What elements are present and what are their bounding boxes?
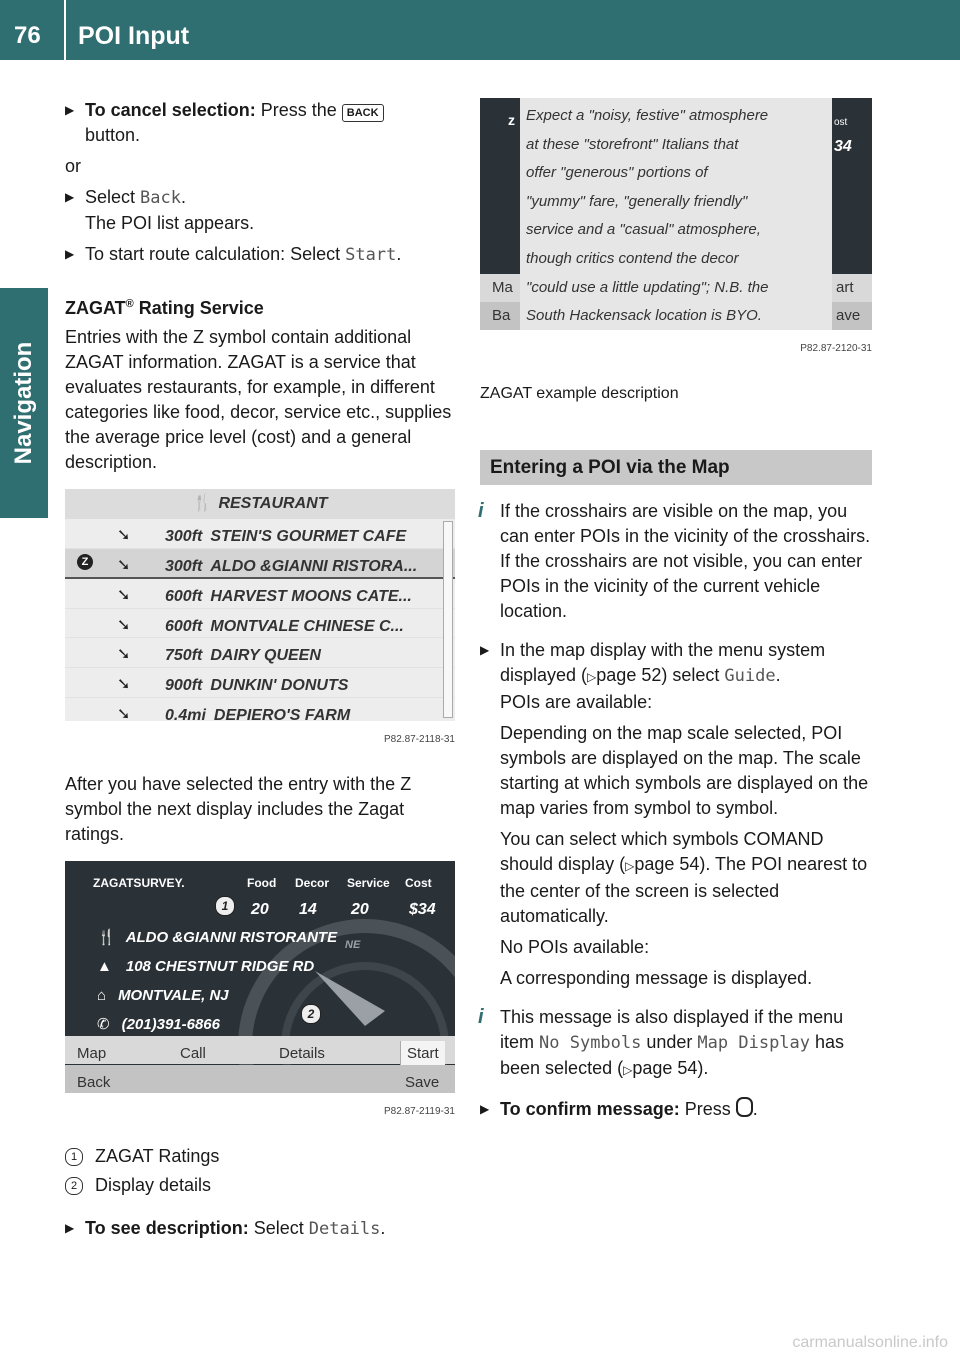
route-text: To start route calculation: Select — [85, 244, 346, 264]
or-text: or — [65, 156, 82, 176]
zagat-description-screenshot — [480, 98, 872, 330]
city-icon: ⌂ — [97, 987, 107, 1004]
menu-button-back[interactable]: Back — [77, 1074, 111, 1091]
no-pois: No POIs available: — [500, 937, 650, 957]
list-item-label — [165, 584, 412, 609]
zagat-heading-sup: ® — [125, 298, 134, 310]
step-route — [65, 242, 455, 268]
city-row — [97, 983, 229, 1008]
details-mono: Details — [308, 1219, 381, 1239]
frag-z: z — [508, 112, 515, 128]
message-text: A corresponding message is displayed. — [500, 968, 813, 988]
distance: 300ft — [165, 557, 203, 575]
frag-cost: ost — [834, 117, 848, 128]
description-line: service and a "casual" atmosphere, — [526, 221, 761, 239]
restaurant-name: STEIN'S GOURMET CAFE — [210, 528, 407, 545]
menu-button-save[interactable]: Save — [405, 1074, 440, 1091]
poi-list-appears: The POI list appears. — [85, 213, 255, 233]
zagat-ratings-screenshot — [65, 861, 455, 1093]
image-code-2: P82.87-2119-31 — [384, 1106, 455, 1117]
restaurant-name: HARVEST MOONS CATE... — [210, 588, 412, 606]
info-2-d: page 54). — [632, 1058, 709, 1078]
step-description — [65, 1216, 455, 1242]
compass-label: NE — [345, 939, 361, 951]
info-1-text: If the crosshairs are visible on the map, you can enter POIs in the vicinity of the crosshairs. If the crosshairs are not visible, you can enter POIs in the vicinity of the current vehicle location. — [500, 501, 871, 621]
phone: (201)391-6866 — [121, 1016, 220, 1033]
list-item[interactable] — [65, 698, 455, 721]
restaurant-name: DUNKIN' DONUTS — [210, 676, 349, 694]
image-code-3: P82.87-2120-31 — [800, 343, 872, 354]
direction-arrow-icon: ➘ — [117, 616, 131, 634]
legend-text: Display details — [95, 1175, 212, 1195]
frag-save: ave — [832, 302, 872, 330]
select-back-text: Select — [85, 187, 141, 207]
info-note-2 — [480, 1005, 872, 1083]
direction-arrow-icon: ➘ — [117, 527, 131, 544]
restaurant-list-screenshot — [65, 489, 455, 721]
section-heading: Entering a POI via the Map — [480, 450, 872, 485]
restaurant-name-row — [97, 925, 337, 950]
step-cancel-text: Press the — [255, 100, 342, 120]
step-desc-text: Select — [248, 1218, 309, 1238]
list-item[interactable] — [65, 638, 455, 668]
legend-number: 1 — [65, 1148, 83, 1166]
step-select-back — [65, 185, 455, 236]
select-symbols-b: page 54). The POI nearest to the center of the screen is selected automatically. — [500, 854, 868, 926]
button-row-1 — [65, 1036, 455, 1064]
list-scrollbar[interactable] — [443, 521, 453, 718]
step-map-a: In the map display with the menu system displayed ( — [500, 640, 826, 685]
list-title — [65, 489, 455, 519]
step-map-display — [480, 638, 872, 991]
image-code-1: P82.87-2118-31 — [384, 734, 455, 745]
restaurant-name: ALDO &GIANNI RISTORA... — [210, 557, 418, 575]
step-cancel-end: button. — [85, 125, 141, 145]
distance: 300ft — [165, 528, 203, 545]
right-fragments — [832, 98, 872, 330]
section-tab — [0, 288, 48, 518]
controller-knob-icon — [736, 1097, 753, 1117]
confirm-text: Press — [679, 1099, 736, 1119]
description-line: "could use a little updating"; N.B. the — [526, 278, 769, 296]
info-icon: i — [478, 500, 484, 522]
phone-icon: ✆ — [97, 1016, 110, 1033]
sidebar — [0, 60, 48, 1362]
rating-value: 20 — [351, 901, 369, 918]
page-title: POI Input — [78, 22, 190, 50]
list-item[interactable] — [65, 609, 455, 639]
confirm-end: . — [752, 1099, 758, 1119]
description-line: at these "storefront" Italians that — [526, 135, 739, 153]
restaurant-icon: 🍴 — [97, 929, 116, 946]
list-item-label — [165, 643, 321, 668]
distance: 750ft — [165, 647, 203, 665]
street-row — [97, 954, 314, 979]
back-key-icon: BACK — [342, 104, 384, 122]
marker-1 — [215, 893, 247, 918]
restaurant-name: MONTVALE CHINESE C... — [210, 617, 404, 635]
section-tab-label: Navigation — [10, 341, 37, 465]
frag-34: 34 — [834, 138, 852, 155]
rating-value: $34 — [409, 901, 436, 918]
page-number: 76 — [14, 22, 41, 49]
confirm-bold: To confirm message: — [500, 1099, 680, 1119]
direction-arrow-icon: ➘ — [117, 646, 131, 664]
direction-arrow-icon: ➘ — [117, 675, 131, 693]
rating-value: 20 — [251, 901, 269, 918]
list-item[interactable] — [65, 579, 455, 609]
zagat-heading-rest: Rating Service — [133, 298, 264, 318]
list-item[interactable] — [65, 519, 455, 549]
legend-item — [65, 1173, 455, 1198]
description-line: Expect a "noisy, festive" atmosphere — [526, 107, 769, 124]
step-confirm — [480, 1097, 872, 1122]
distance: 900ft — [165, 676, 203, 694]
menu-button-details[interactable]: Details — [279, 1045, 325, 1062]
select-symbols-a: You can select which symbols COMAND should display ( — [500, 829, 824, 874]
distance: 600ft — [165, 617, 203, 635]
legend-number: 2 — [65, 1177, 83, 1195]
watermark: carmanualsonline.info — [792, 1334, 948, 1351]
restaurant-list — [65, 519, 455, 721]
distance: 600ft — [165, 588, 203, 606]
header-divider — [64, 0, 66, 60]
info-note-1 — [480, 499, 872, 624]
restaurant-icon: 🍴 — [192, 495, 213, 512]
zagat-heading — [65, 292, 455, 321]
distance: 0.4mi — [165, 706, 206, 721]
info-2-a: This message is also displayed if the menu item — [500, 1007, 844, 1052]
start-mono: Start — [345, 245, 397, 265]
info-2-b: under — [641, 1032, 698, 1052]
description-line: offer "generous" portions of — [526, 164, 708, 182]
menu-button-map[interactable]: Map — [77, 1045, 107, 1062]
list-item[interactable] — [65, 549, 455, 580]
description-line: South Hackensack location is BYO. — [526, 307, 762, 325]
page-ref-icon-3: ▷ — [623, 1063, 633, 1077]
list-item-label — [165, 703, 350, 721]
map-display-mono: Map Display — [697, 1033, 811, 1053]
marker-1-num: 1 — [215, 896, 235, 916]
list-item-label — [165, 614, 404, 639]
list-item-label — [165, 673, 348, 698]
frag-start: art — [832, 274, 872, 302]
phone-row — [97, 1012, 220, 1037]
city: MONTVALE, NJ — [118, 987, 229, 1004]
guide-end: . — [775, 665, 781, 685]
direction-arrow-icon: ➘ — [117, 556, 131, 574]
page-ref-icon: ▷ — [587, 670, 597, 684]
list-title-text: RESTAURANT — [218, 495, 328, 512]
description-popup — [520, 98, 832, 330]
back-end: . — [180, 187, 186, 207]
page-header — [0, 0, 960, 60]
list-item-label — [165, 554, 417, 579]
step-desc-end: . — [380, 1218, 386, 1238]
guide-mono: Guide — [724, 666, 776, 686]
zagat-paragraph: Entries with the Z symbol contain additional ZAGAT information. ZAGAT is a service that evaluates restaurants, for example, in different categories like food, decor, service etc., supplies the average price level (cost) and a general description. — [65, 327, 452, 472]
frag-map: Ma — [480, 274, 520, 302]
description-line: though critics contend the decor — [526, 249, 739, 267]
marker-2-num: 2 — [301, 1004, 321, 1024]
step-desc-bold: To see description: — [85, 1218, 249, 1238]
right-column — [480, 98, 872, 1128]
direction-arrow-icon: ➘ — [117, 587, 131, 605]
left-fragments — [480, 98, 520, 330]
restaurant-name: DAIRY QUEEN — [210, 647, 321, 665]
menu-button-call[interactable]: Call — [180, 1045, 206, 1062]
restaurant-name: DEPIERO'S FARM — [213, 706, 351, 721]
description-line: "yummy" fare, "generally friendly" — [526, 192, 748, 210]
marker-2 — [301, 1001, 333, 1026]
left-column — [65, 98, 455, 1248]
location-icon: ▲ — [97, 958, 112, 975]
page-ref-icon-2: ▷ — [625, 859, 635, 873]
info-2-c: has been selected ( — [500, 1032, 845, 1078]
zagat-z-icon: Z — [77, 554, 93, 570]
no-symbols-mono: No Symbols — [539, 1033, 642, 1053]
page-52-ref[interactable]: page 52) select — [596, 665, 725, 685]
list-item[interactable] — [65, 668, 455, 698]
rating-column-header: Food — [247, 876, 277, 890]
list-item-label — [165, 524, 406, 549]
street: 108 CHESTNUT RIDGE RD — [125, 958, 315, 975]
legend-item — [65, 1144, 455, 1169]
info-icon-2: i — [478, 1006, 484, 1028]
step-cancel-bold: To cancel selection: — [85, 100, 256, 120]
rating-value: 14 — [299, 901, 317, 918]
legend-list — [65, 1144, 455, 1198]
zagat-heading-a: ZAGAT — [65, 298, 126, 318]
legend-text: ZAGAT Ratings — [95, 1146, 220, 1166]
after-paragraph: After you have selected the entry with the Z symbol the next display includes the Zagat ratings. — [65, 774, 412, 844]
depending-text: Depending on the map scale selected, POI symbols are displayed on the map. The scale starting at which symbols are displayed on the map varies from symbol to symbol. — [500, 723, 869, 818]
step-cancel — [65, 98, 455, 148]
back-mono: Back — [140, 188, 181, 208]
rating-column-header: Service — [347, 876, 390, 890]
route-end: . — [396, 244, 402, 264]
image-caption: ZAGAT example description — [480, 385, 679, 402]
menu-button-start[interactable]: Start — [400, 1041, 445, 1066]
button-row-2 — [65, 1065, 455, 1093]
restaurant-name: ALDO &GIANNI RISTORANTE — [125, 929, 338, 946]
direction-arrow-icon: ➘ — [117, 705, 131, 721]
pois-available: POIs are available: — [500, 692, 653, 712]
zagat-brand: ZAGATSURVEY. — [93, 876, 185, 890]
rating-column-header: Decor — [295, 876, 330, 890]
frag-back: Ba — [480, 302, 520, 330]
rating-column-header: Cost — [405, 876, 432, 890]
